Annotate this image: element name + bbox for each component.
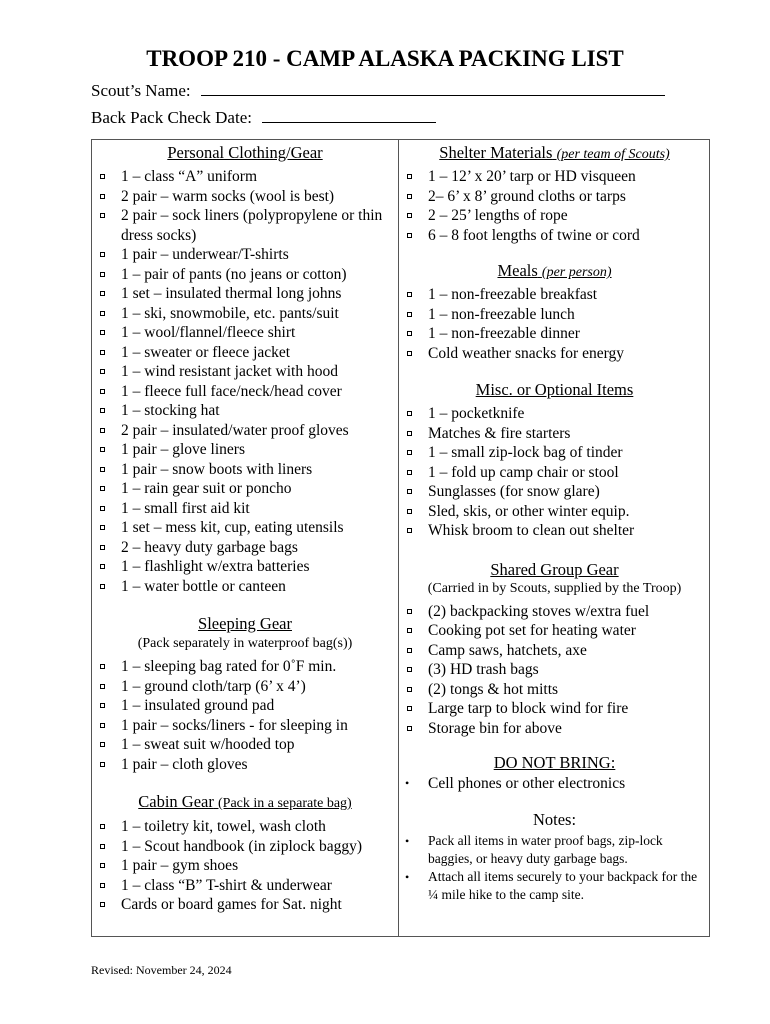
list-item: Sled, skis, or other winter equip. <box>399 502 710 522</box>
backpack-check-label: Back Pack Check Date: <box>91 108 252 127</box>
shared-subtitle: (Carried in by Scouts, supplied by the Troop) <box>427 580 682 596</box>
misc-list <box>399 404 710 541</box>
list-item: 1 – rain gear suit or poncho <box>92 479 398 499</box>
list-item: 1 – toiletry kit, towel, wash cloth <box>92 817 398 837</box>
sleeping-list <box>92 657 398 774</box>
list-item: 1 – insulated ground pad <box>92 696 398 716</box>
list-item: 1 – stocking hat <box>92 401 398 421</box>
cabin-heading-note: (Pack in a separate bag) <box>218 796 352 811</box>
list-item: 1 pair – glove liners <box>92 440 398 460</box>
revised-date: Revised: November 24, 2024 <box>91 963 232 977</box>
list-item: 2 – heavy duty garbage bags <box>92 538 398 558</box>
page-title: TROOP 210 - CAMP ALASKA PACKING LIST <box>146 46 624 71</box>
scout-name-label: Scout’s Name: <box>91 81 191 100</box>
list-item: 1 – non-freezable breakfast <box>399 285 710 305</box>
shelter-heading <box>399 143 710 163</box>
backpack-check-line <box>91 108 436 128</box>
list-item: 2– 6’ x 8’ ground cloths or tarps <box>399 187 710 207</box>
list-item: 2 pair – insulated/water proof gloves <box>92 421 398 441</box>
list-item: (2) backpacking stoves w/extra fuel <box>399 602 710 622</box>
list-item: 2 – 25’ lengths of rope <box>399 206 710 226</box>
list-item: • Pack all items in water proof bags, zip-lock baggies, or heavy duty garbage bags. <box>399 832 710 868</box>
notes-list <box>399 832 710 904</box>
list-item: 1 – wind resistant jacket with hood <box>92 362 398 382</box>
shelter-heading-note: (per team of Scouts) <box>556 147 670 162</box>
list-item: 1 – Scout handbook (in ziplock baggy) <box>92 837 398 857</box>
list-item: 1 set – insulated thermal long johns <box>92 284 398 304</box>
shared-list <box>399 602 710 739</box>
list-item: 1 pair – underwear/T-shirts <box>92 245 398 265</box>
notes-heading: Notes: <box>532 810 577 829</box>
sleeping-subtitle: (Pack separately in waterproof bag(s)) <box>137 636 353 651</box>
list-item: Cold weather snacks for energy <box>399 344 710 364</box>
list-item: 1 – flashlight w/extra batteries <box>92 557 398 577</box>
list-item: 1 – fleece full face/neck/head cover <box>92 382 398 402</box>
list-item: 1 – ski, snowmobile, etc. pants/suit <box>92 304 398 324</box>
right-column <box>399 140 710 904</box>
list-item: Large tarp to block wind for fire <box>399 699 710 719</box>
do-not-bring-list <box>399 774 710 793</box>
list-item: 1 – sleeping bag rated for 0˚F min. <box>92 657 398 677</box>
scout-name-field[interactable] <box>201 81 665 96</box>
list-item: 1 pair – socks/liners - for sleeping in <box>92 716 398 736</box>
shared-heading: Shared Group Gear <box>490 559 619 579</box>
cabin-heading <box>92 792 398 812</box>
list-item: 2 pair – warm socks (wool is best) <box>92 187 398 207</box>
list-item: 1 – 12’ x 20’ tarp or HD visqueen <box>399 167 710 187</box>
meals-list <box>399 285 710 363</box>
cabin-list <box>92 817 398 915</box>
list-item: Cooking pot set for heating water <box>399 621 710 641</box>
meals-heading <box>399 261 710 281</box>
do-not-bring-heading: DO NOT BRING: <box>493 753 616 772</box>
list-item: 1 pair – snow boots with liners <box>92 460 398 480</box>
misc-heading: Misc. or Optional Items <box>475 380 634 399</box>
left-column <box>92 140 398 915</box>
list-item: 1 – fold up camp chair or stool <box>399 463 710 483</box>
list-item: Camp saws, hatchets, axe <box>399 641 710 661</box>
list-item: 1 – pair of pants (no jeans or cotton) <box>92 265 398 285</box>
list-item: 1 – class “B” T-shirt & underwear <box>92 876 398 896</box>
list-item: 1 – sweater or fleece jacket <box>92 343 398 363</box>
list-item: 1 – non-freezable dinner <box>399 324 710 344</box>
shelter-heading-text: Shelter Materials <box>439 143 553 162</box>
list-item: Sunglasses (for snow glare) <box>399 482 710 502</box>
list-item: • Cell phones or other electronics <box>399 774 710 793</box>
list-item: 1 – ground cloth/tarp (6’ x 4’) <box>92 677 398 697</box>
list-item: Cards or board games for Sat. night <box>92 895 398 915</box>
sleeping-heading: Sleeping Gear <box>198 614 292 633</box>
cabin-heading-text: Cabin Gear <box>138 792 214 811</box>
meals-heading-note: (per person) <box>541 265 612 280</box>
list-item: 1 pair – cloth gloves <box>92 755 398 775</box>
list-item: 1 – wool/flannel/fleece shirt <box>92 323 398 343</box>
list-item: 1 pair – gym shoes <box>92 856 398 876</box>
list-item: Matches & fire starters <box>399 424 710 444</box>
backpack-check-field[interactable] <box>262 108 436 123</box>
list-item: 1 – sweat suit w/hooded top <box>92 735 398 755</box>
list-item: 1 – non-freezable lunch <box>399 305 710 325</box>
list-item: 2 pair – sock liners (polypropylene or thin dress socks) <box>92 206 398 245</box>
shelter-list <box>399 167 710 245</box>
list-item: 1 – small zip-lock bag of tinder <box>399 443 710 463</box>
list-item: 1 set – mess kit, cup, eating utensils <box>92 518 398 538</box>
packing-table <box>91 139 710 937</box>
list-item: 1 – small first aid kit <box>92 499 398 519</box>
list-item: Whisk broom to clean out shelter <box>399 521 710 541</box>
list-item: (2) tongs & hot mitts <box>399 680 710 700</box>
list-item: 6 – 8 foot lengths of twine or cord <box>399 226 710 246</box>
list-item: Storage bin for above <box>399 719 710 739</box>
meals-heading-text: Meals <box>497 261 538 280</box>
list-item: 1 – pocketknife <box>399 404 710 424</box>
list-item: 1 – water bottle or canteen <box>92 577 398 597</box>
list-item: (3) HD trash bags <box>399 660 710 680</box>
personal-heading: Personal Clothing/Gear <box>167 143 323 162</box>
scout-name-line <box>91 81 665 101</box>
list-item: • Attach all items securely to your backpack for the ¼ mile hike to the camp site. <box>399 868 710 904</box>
list-item: 1 – class “A” uniform <box>92 167 398 187</box>
personal-list <box>92 167 398 596</box>
